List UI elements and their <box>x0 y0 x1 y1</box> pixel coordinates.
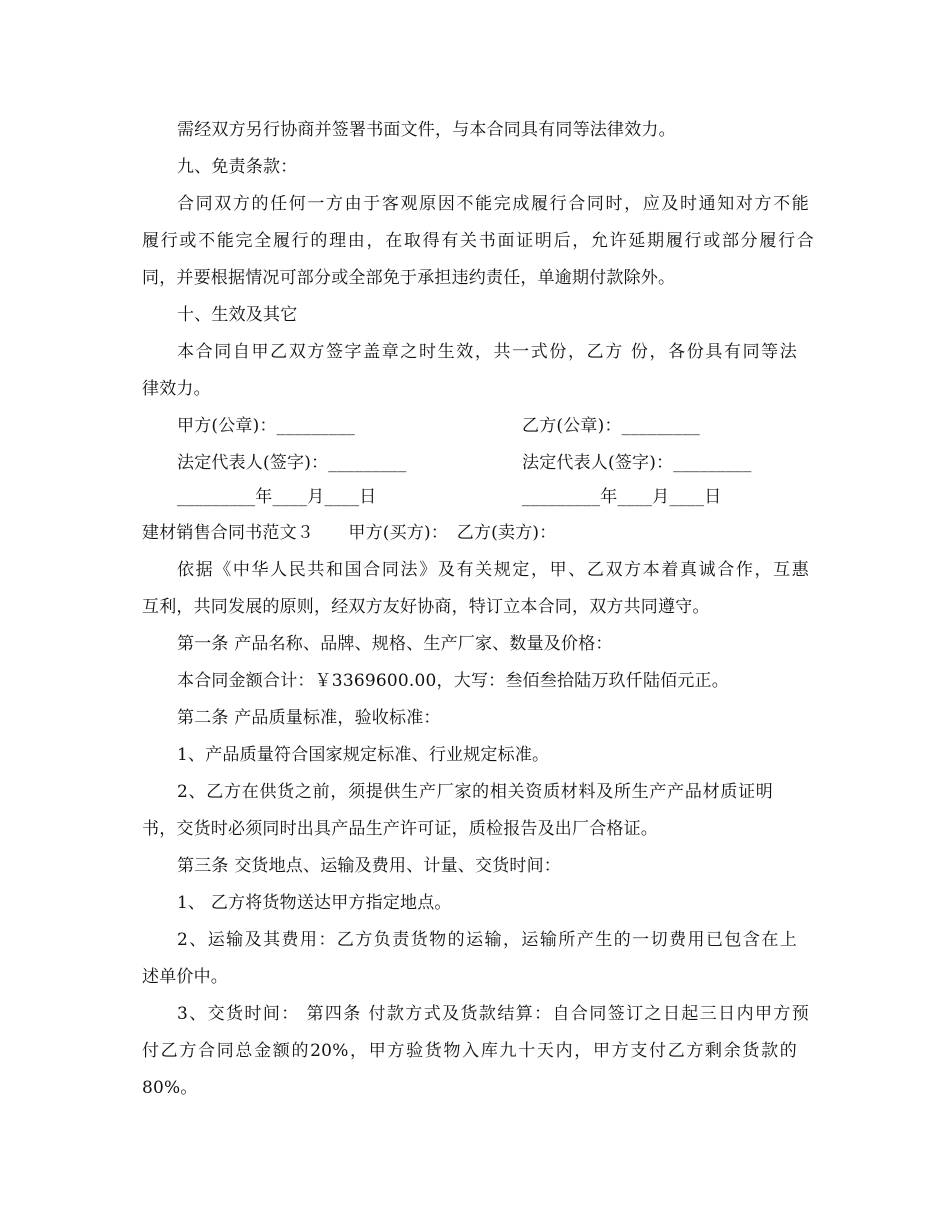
paragraph-line: 80%。 <box>142 1078 198 1098</box>
paragraph-line: 互利，共同发展的原则，经双方友好协商，特订立本合同，双方共同遵守。 <box>142 597 710 617</box>
paragraph-line: 书，交货时必须同时出具产品生产许可证，质检报告及出厂合格证。 <box>142 819 658 839</box>
list-item: 1、 乙方将货物送达甲方指定地点。 <box>177 893 452 913</box>
party-a-representative: 法定代表人(签字)：_________ <box>177 453 407 473</box>
article-heading: 第二条 产品质量标准，验收标准： <box>177 708 441 728</box>
party-b-seal: 乙方(公章)：_________ <box>522 416 700 436</box>
list-item: 3、交货时间： 第四条 付款方式及货款结算：自合同签订之日起三日内甲方预 <box>177 1004 809 1024</box>
list-item: 2、运输及其费用：乙方负责货物的运输，运输所产生的一切费用已包含在上 <box>177 930 797 950</box>
party-b-date: _________年____月____日 <box>522 487 722 507</box>
paragraph-line: 付乙方合同总金额的20%，甲方验货物入库九十天内，甲方支付乙方剩余货款的 <box>142 1041 797 1061</box>
list-item: 2、乙方在供货之前，须提供生产厂家的相关资质材料及所生产产品材质证明 <box>177 782 773 802</box>
list-item: 1、产品质量符合国家规定标准、行业规定标准。 <box>177 745 550 765</box>
section-heading: 九、免责条款： <box>177 157 298 177</box>
paragraph-line: 律效力。 <box>142 379 211 399</box>
article-heading: 第三条 交货地点、运输及费用、计量、交货时间： <box>177 856 562 876</box>
paragraph-line: 合同双方的任何一方由于客观原因不能完成履行合同时，应及时通知对方不能 <box>177 194 809 214</box>
paragraph-line: 需经双方另行协商并签署书面文件，与本合同具有同等法律效力。 <box>177 120 676 140</box>
contract-title: 建材销售合同书范文３ 甲方(买方)： 乙方(卖方)： <box>142 523 557 543</box>
section-heading: 十、生效及其它 <box>177 305 298 325</box>
paragraph-line: 依据《中华人民共和国合同法》及有关规定，甲、乙双方本着真诚合作，互惠 <box>177 560 809 580</box>
paragraph-line: 本合同自甲乙双方签字盖章之时生效，共一式份，乙方 份，各份具有同等法 <box>177 342 797 362</box>
paragraph-line: 履行或不能完全履行的理由，在取得有关书面证明后，允许延期履行或部分履行合 <box>142 231 814 251</box>
paragraph-line: 同，并要根据情况可部分或全部免于承担违约责任，单逾期付款除外。 <box>142 268 676 288</box>
paragraph-line: 本合同金额合计：￥3369600.00，大写：叁佰叁拾陆万玖仟陆佰元正。 <box>177 671 729 691</box>
party-a-date: _________年____月____日 <box>177 487 377 507</box>
party-a-seal: 甲方(公章)：_________ <box>177 416 355 436</box>
paragraph-line: 述单价中。 <box>142 967 228 987</box>
article-heading: 第一条 产品名称、品牌、规格、生产厂家、数量及价格： <box>177 634 613 654</box>
party-b-representative: 法定代表人(签字)：_________ <box>522 453 752 473</box>
